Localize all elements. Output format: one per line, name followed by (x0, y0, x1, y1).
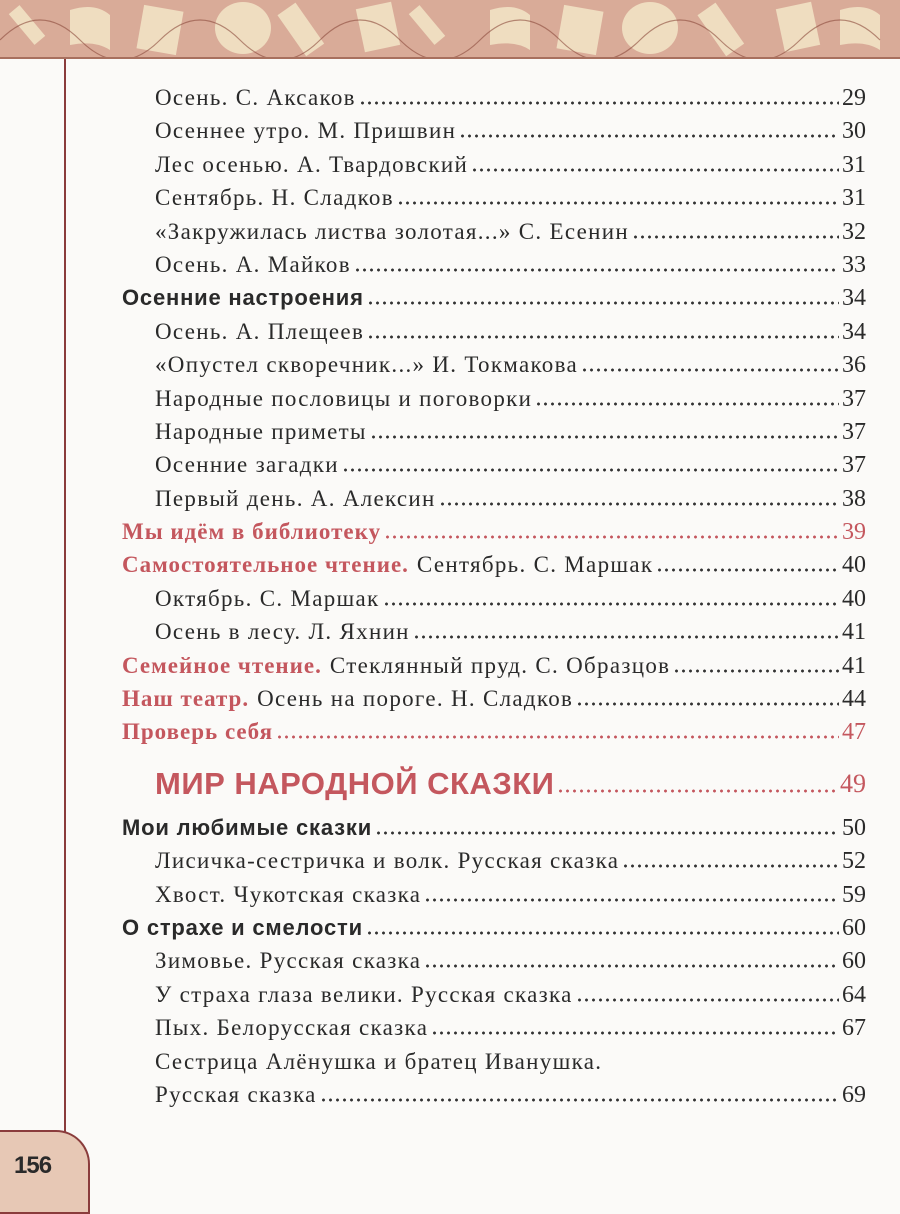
toc-entry (0, 1049, 900, 1082)
entry-title: О страхе и смелости (122, 914, 363, 940)
entry-page-number: 31 (842, 151, 866, 178)
entry-page-number: 37 (842, 452, 866, 479)
toc-entry (0, 452, 900, 485)
dot-leader (622, 864, 839, 868)
entry-page-number: 60 (842, 914, 866, 941)
dot-leader (367, 335, 839, 339)
toc-section-heading (0, 915, 900, 948)
entry-title: Осень. С. Аксаков (155, 85, 356, 110)
dot-leader (459, 134, 839, 138)
entry-title: Хвост. Чукотская сказка (155, 881, 422, 907)
page-number: 156 (14, 1152, 52, 1179)
toc-section-heading (0, 552, 900, 585)
entry-title: Зимовье. Русская сказка (155, 948, 422, 974)
entry-page-number: 40 (842, 552, 866, 579)
toc-entry (0, 419, 900, 452)
dot-leader (424, 964, 839, 968)
toc-entry (0, 85, 900, 118)
dot-leader (367, 301, 839, 305)
toc-entry (0, 252, 900, 285)
toc-entry (0, 586, 900, 619)
entry-page-number: 34 (842, 318, 866, 345)
toc-entry (0, 1015, 900, 1048)
toc-entry (0, 948, 900, 981)
toc-entry (0, 118, 900, 151)
toc-part-heading (0, 753, 900, 815)
entry-title: Семейное чтение. (122, 652, 322, 678)
toc-entry (0, 848, 900, 881)
entry-page-number: 41 (842, 652, 866, 679)
entry-page-number: 59 (842, 881, 866, 908)
toc-entry (0, 1082, 900, 1115)
entry-title: Наш театр. (122, 686, 250, 712)
toc-section-heading (0, 686, 900, 719)
toc-section-heading (0, 653, 900, 686)
toc-entry (0, 219, 900, 252)
entry-title: МИР НАРОДНОЙ СКАЗКИ (155, 765, 555, 801)
entry-title: Русская сказка (155, 1081, 317, 1107)
entry-title: Осенние настроения (122, 285, 364, 311)
dot-leader (384, 535, 839, 539)
entry-title: Сентябрь. Н. Сладков (155, 185, 394, 211)
entry-title: Лисичка-сестричка и волк. Русская сказка (155, 848, 620, 874)
entry-title: Самостоятельное чтение. (122, 552, 409, 578)
dot-leader (673, 669, 839, 673)
entry-page-number: 32 (842, 218, 866, 245)
entry-page-number: 39 (842, 519, 866, 546)
entry-page-number: 67 (842, 1015, 866, 1042)
entry-title: Осень. А. Плещеев (155, 318, 365, 344)
entry-page-number: 41 (842, 619, 866, 646)
toc-section-heading (0, 719, 900, 752)
entry-title: Осенние загадки (155, 452, 339, 478)
entry-title: Осень. А. Майков (155, 251, 351, 277)
entry-title: Народные приметы (155, 418, 367, 444)
entry-page-number: 34 (842, 285, 866, 312)
entry-title: Народные пословицы и поговорки (155, 385, 533, 411)
toc-entry (0, 185, 900, 218)
toc-entry (0, 619, 900, 652)
dot-leader (656, 568, 839, 572)
entry-page-number: 31 (842, 185, 866, 212)
toc-entry (0, 152, 900, 185)
entry-title: Осеннее утро. М. Пришвин (155, 118, 457, 144)
toc-entry (0, 386, 900, 419)
entry-page-number: 30 (842, 118, 866, 145)
dot-leader (359, 101, 839, 105)
entry-title: Осень в лесу. Л. Яхнин (155, 619, 410, 645)
dot-leader (581, 368, 839, 372)
dot-leader (576, 998, 839, 1002)
entry-page-number: 44 (842, 686, 866, 713)
entry-page-number: 29 (842, 85, 866, 111)
dot-leader (354, 268, 839, 272)
entry-page-number: 60 (842, 948, 866, 975)
dot-leader (535, 402, 839, 406)
toc-entry (0, 486, 900, 519)
entry-title: Мои любимые сказки (122, 814, 373, 840)
toc-entry (0, 982, 900, 1015)
dot-leader (342, 468, 839, 472)
dot-leader (576, 702, 839, 706)
dot-leader (366, 931, 839, 935)
toc-entry (0, 882, 900, 915)
entry-title: Лес осенью. А. Твардовский (155, 151, 469, 177)
entry-title: Мы идём в библиотеку (122, 519, 382, 545)
entry-page-number: 37 (842, 385, 866, 412)
entry-page-number: 64 (842, 981, 866, 1008)
dot-leader (439, 502, 839, 506)
entry-page-number: 36 (842, 352, 866, 379)
dot-leader (276, 735, 839, 739)
dot-leader (375, 831, 839, 835)
decorative-header-band (0, 0, 900, 59)
dot-leader (383, 602, 840, 606)
entry-subtitle: Стеклянный пруд. С. Образцов (329, 652, 671, 678)
entry-page-number: 40 (842, 585, 866, 612)
entry-title: «Опустел скворечник...» И. Токмакова (155, 352, 578, 378)
dot-leader (471, 168, 839, 172)
dot-leader (632, 235, 839, 239)
entry-page-number: 38 (842, 485, 866, 512)
dot-leader (320, 1098, 839, 1102)
entry-title: Сестрица Алёнушка и братец Иванушка. (155, 1048, 603, 1074)
entry-page-number: 33 (842, 251, 866, 278)
entry-page-number: 50 (842, 814, 866, 841)
entry-title: «Закружилась листва золотая...» С. Есенин (155, 218, 629, 244)
entry-title: У страха глаза велики. Русская сказка (155, 981, 573, 1007)
toc-section-heading (0, 519, 900, 552)
entry-page-number: 37 (842, 418, 866, 445)
entry-title: Первый день. А. Алексин (155, 485, 436, 511)
entry-title: Проверь себя (122, 719, 274, 745)
entry-page-number: 69 (842, 1081, 866, 1108)
dot-leader (413, 635, 839, 639)
entry-title: Октябрь. С. Маршак (155, 585, 380, 611)
dot-leader (431, 1031, 839, 1035)
table-of-contents (0, 85, 900, 1115)
entry-title: Пых. Белорусская сказка (155, 1015, 429, 1041)
entry-subtitle: Сентябрь. С. Маршак (416, 552, 654, 578)
dot-leader (557, 789, 837, 793)
toc-section-heading (0, 815, 900, 848)
toc-entry (0, 319, 900, 352)
toc-entry (0, 352, 900, 385)
dot-leader (370, 435, 839, 439)
dot-leader (424, 898, 839, 902)
entry-page-number: 49 (840, 768, 866, 798)
entry-subtitle: Осень на пороге. Н. Сладков (257, 686, 574, 712)
toc-section-heading (0, 285, 900, 318)
entry-page-number: 47 (842, 719, 866, 746)
school-items-illustration-icon (0, 0, 900, 57)
entry-page-number: 52 (842, 848, 866, 875)
dot-leader (397, 201, 839, 205)
